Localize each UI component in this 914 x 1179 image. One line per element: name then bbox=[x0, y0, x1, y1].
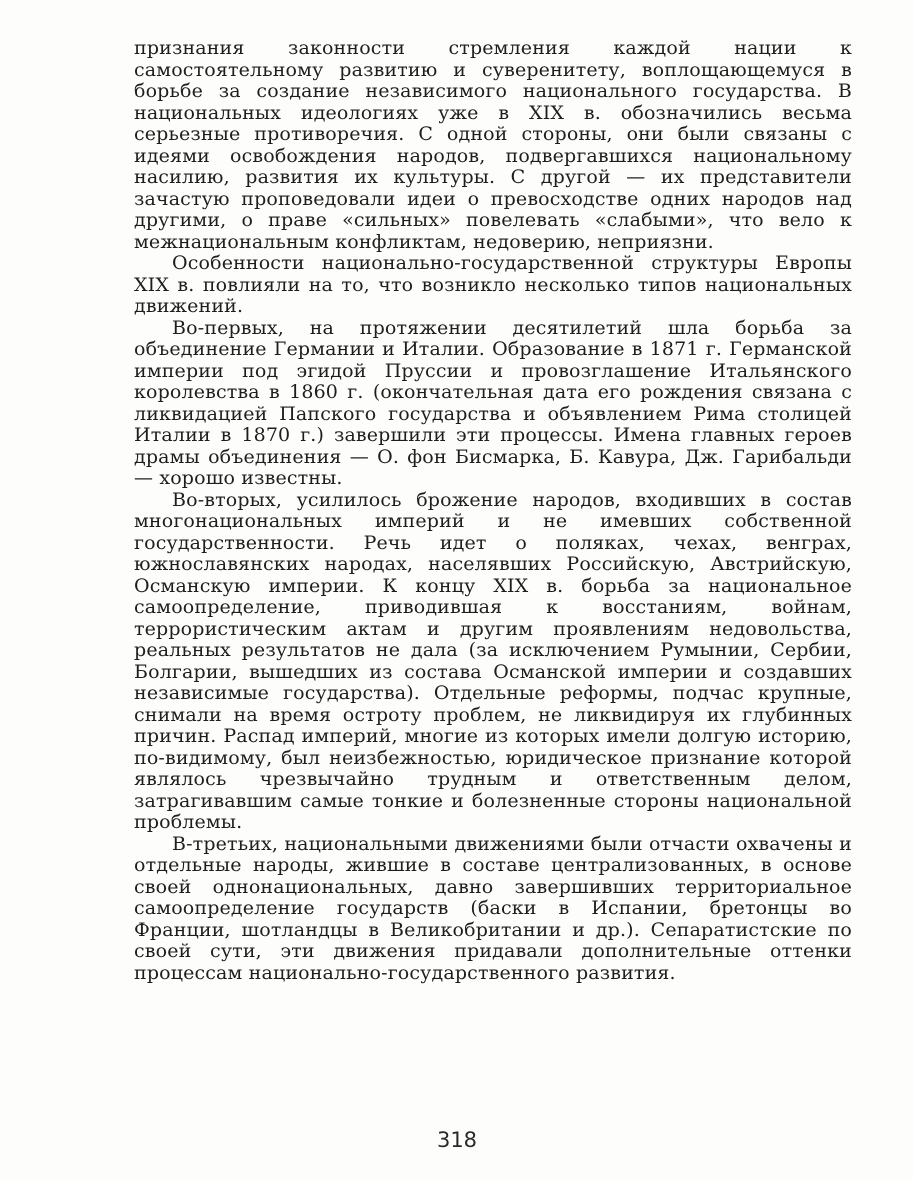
body-text bbox=[134, 38, 852, 984]
paragraph-first-type: Во-первых, на протяжении десятилетий шла борьба за объединение Германии и Италии. Образование в 1871 г. Германской империи под эгидой Пруссии и провозглашение Итальянского королевства в 1860 г. (окончательная дата его рождения связана с ликвидацией Папского государства и объявлением Рима столицей Италии в 1870 г.) завершили эти процессы. Имена главных героев драмы объединения — О. фон Бисмарка, Б. Кавура, Дж. Гарибальди — хорошо известны. bbox=[134, 316, 852, 489]
paragraph-continuation: признания законности стремления каждой нации к самостоятельному развитию и суверенитету, воплощающемуся в борьбе за создание независимого национального государства. В национальных идеологиях уже в XIX в. обозначились весьма серьезные противоречия. С одной стороны, они были связаны с идеями освобождения народов, подвергавшихся национальному насилию, развития их культуры. С другой — их представители зачастую проповедовали идеи о превосходстве одних народов над другими, о праве «сильных» повелевать «слабыми», что вело к межнациональным конфликтам, недоверию, неприязни. bbox=[134, 37, 852, 253]
paragraph-national-movements-intro: Особенности национально-государственной структуры Европы XIX в. повлияли на то, что возникло несколько типов национальных движений. bbox=[134, 252, 852, 317]
paragraph-second-type: Во-вторых, усилилось брожение народов, входивших в состав многонациональных империй и не имевших собственной государственности. Речь идет о поляках, чехах, венграх, южнославянских народах, населявших Российскую, Австрийскую, Османскую империи. К концу XIX в. борьба за национальное самоопределение, приводившая к восстаниям, войнам, террористическим актам и другим проявлениям недовольства, реальных результатов не дала (за исключением Румынии, Сербии, Болгарии, вышедших из состава Османской империи и создавших независимые государства). Отдельные реформы, подчас крупные, снимали на время остроту проблем, не ликвидируя их глубинных причин. Распад империй, многие из которых имели долгую историю, по-видимому, был неизбежностью, юридическое признание которой являлось чрезвычайно трудным и ответственным делом, затрагивавшим самые тонкие и болезненные стороны национальной проблемы. bbox=[134, 488, 852, 833]
page-number: 318 bbox=[436, 1128, 478, 1152]
paragraph-third-type: В-третьих, национальными движениями были отчасти охвачены и отдельные народы, жившие в составе централизованных, в основе своей однонациональных, давно завершивших территориальное самоопределение государств (баски в Испании, бретонцы во Франции, шотландцы в Великобритании и др.). Сепаратистские по своей сути, эти движения придавали дополнительные оттенки процессам национально-государственного развития. bbox=[134, 832, 852, 984]
